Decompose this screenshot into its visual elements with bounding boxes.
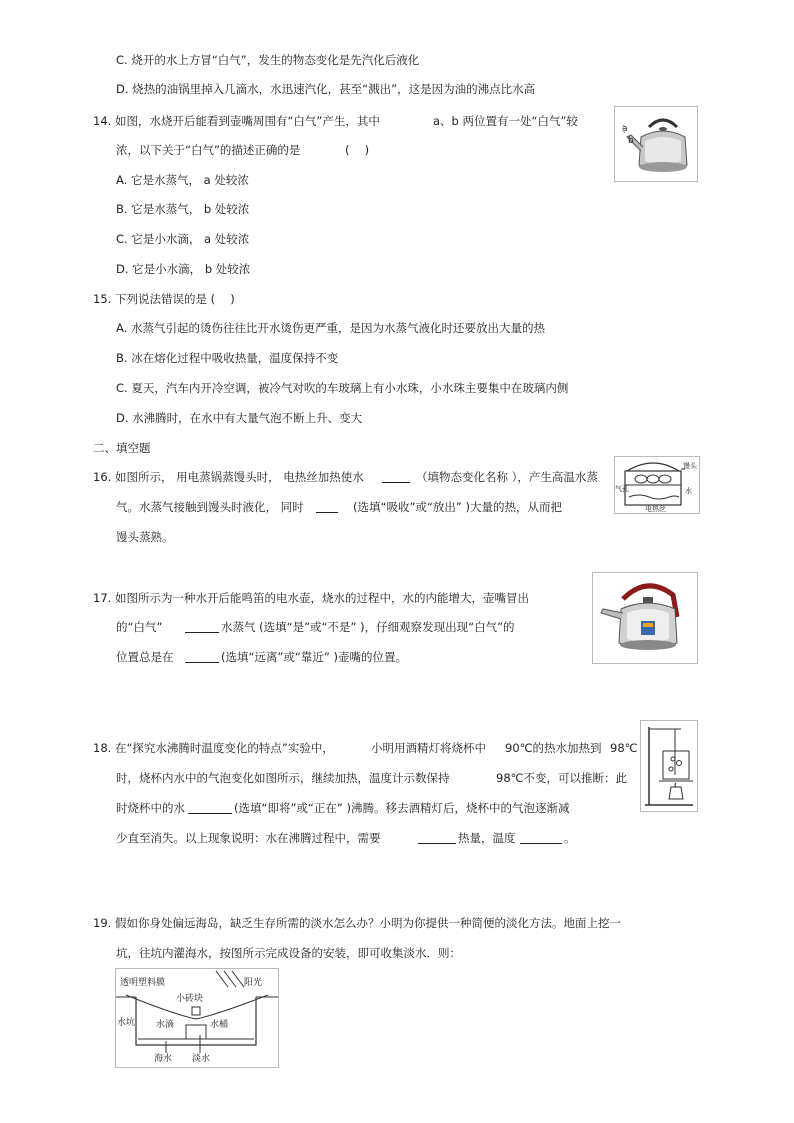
electric-kettle-figure-q17 bbox=[592, 572, 698, 664]
q15-option-d: D. 水沸腾时，在水中有大量气泡不断上升、变大 bbox=[116, 411, 363, 425]
q18-line1d: 98℃ bbox=[610, 741, 638, 755]
q18-blank-2[interactable] bbox=[418, 831, 456, 844]
q18-blank-3[interactable] bbox=[520, 831, 562, 844]
q16-figure-label-vent: 气孔 bbox=[615, 485, 629, 493]
q16-line1b: （填物态变化名称 ），产生高温水蒸 bbox=[416, 470, 598, 484]
q17-line3b: (选填“远离”或“靠近” )壶嘴的位置。 bbox=[221, 650, 407, 664]
steamer-figure-q16 bbox=[614, 456, 700, 514]
q16-figure-label-bun: 馒头 bbox=[683, 462, 697, 470]
q19-label-pit: 水坑 bbox=[117, 1018, 136, 1028]
q18-line2b: 98℃不变，可以推断：此 bbox=[496, 771, 628, 785]
boiling-apparatus-figure-q18 bbox=[640, 720, 698, 812]
q16-figure-label-water: 水 bbox=[685, 487, 692, 495]
q19-label-bucket: 水桶 bbox=[210, 1020, 229, 1030]
q14-option-a: A. 它是水蒸气， a 处较浓 bbox=[116, 173, 249, 187]
q18-line3b: (选填“即将”或“正在” )沸腾。移去酒精灯后，烧杯中的气泡逐渐减 bbox=[234, 801, 570, 815]
q19-label-sea: 海水 bbox=[154, 1054, 173, 1064]
q15-option-c: C. 夏天，汽车内开冷空调，被冷气对吹的车玻璃上有小水珠，小水珠主要集中在玻璃内侧 bbox=[116, 381, 569, 395]
q14-option-c: C. 它是小水滴， a 处较浓 bbox=[116, 232, 250, 246]
q14-stem-line2: 浓，以下关于“白气”的描述正确的是 bbox=[116, 143, 301, 157]
q18-blank-1[interactable] bbox=[188, 801, 232, 814]
q16-line3: 馒头蒸熟。 bbox=[116, 530, 174, 544]
q15-option-a: A. 水蒸气引起的烫伤往往比开水烫伤更严重，是因为水蒸气液化时还要放出大量的热 bbox=[116, 321, 545, 335]
q18-line1b: 小明用酒精灯将烧杯中 bbox=[371, 741, 486, 755]
q18-line4c: 。 bbox=[564, 831, 576, 845]
q16-line1a: 16. 如图所示， 用电蒸锅蒸馒头时， 电热丝加热使水 bbox=[93, 470, 364, 484]
q14-answer-paren: ( ) bbox=[345, 143, 370, 157]
q18-line4a: 少直至消失。以上现象说明：水在沸腾过程中，需要 bbox=[116, 831, 381, 845]
q15-option-b: B. 冰在熔化过程中吸收热量，温度保持不变 bbox=[116, 351, 339, 365]
q16-blank-2[interactable] bbox=[316, 500, 338, 513]
q19-label-drop: 水滴 bbox=[156, 1020, 175, 1030]
q19-line2: 坑，往坑内灌海水，按图所示完成设备的安装，即可收集淡水．则： bbox=[116, 946, 461, 960]
q17-line2a: 的“白气” bbox=[116, 620, 163, 634]
q14-stem-line1a: 14. 如图，水烧开后能看到壶嘴周围有“白气”产生，其中 bbox=[93, 114, 380, 128]
q19-label-sun: 阳光 bbox=[244, 978, 263, 988]
q14-option-d: D. 它是小水滴， b 处较浓 bbox=[116, 262, 251, 276]
q15-stem: 15. 下列说法错误的是 ( ) bbox=[93, 292, 235, 306]
q18-line4b: 热量，温度 bbox=[458, 831, 516, 845]
desalination-figure-q19 bbox=[115, 968, 279, 1068]
q18-line1c: 90℃的热水加热到 bbox=[505, 741, 602, 755]
q16-line2b: (选填“吸收”或“放出” )大量的热，从而把 bbox=[353, 500, 562, 514]
q16-figure-label-heater: 电热丝 bbox=[645, 505, 666, 513]
q14-stem-line1b: a、b 两位置有一处“白气”较 bbox=[433, 114, 578, 128]
q13-option-c: C. 烧开的水上方冒“白气”，发生的物态变化是先汽化后液化 bbox=[116, 53, 420, 67]
q19-label-brick: 小砖块 bbox=[176, 994, 204, 1004]
q17-line1: 17. 如图所示为一种水开后能鸣笛的电水壶，烧水的过程中，水的内能增大，壶嘴冒出 bbox=[93, 591, 529, 605]
q19-label-film: 透明塑料膜 bbox=[120, 978, 166, 988]
q18-line2a: 时，烧杯内水中的气泡变化如图所示，继续加热，温度计示数保持 bbox=[116, 771, 450, 785]
q14-option-b: B. 它是水蒸气， b 处较浓 bbox=[116, 202, 250, 216]
q19-line1: 19. 假如你身处偏远海岛，缺乏生存所需的淡水怎么办？小明为你提供一种简便的淡化方法。地面上挖一 bbox=[93, 916, 621, 930]
q14-figure-label-b: b bbox=[628, 136, 634, 146]
q16-blank-1[interactable] bbox=[382, 470, 410, 483]
q13-option-d: D. 烧热的油锅里掉入几滴水，水迅速汽化，甚至“溅出”，这是因为油的沸点比水高 bbox=[116, 82, 536, 96]
section-heading-fill-in: 二、填空题 bbox=[93, 441, 151, 455]
q18-line3a: 时烧杯中的水 bbox=[116, 801, 185, 815]
q19-label-fresh: 淡水 bbox=[192, 1054, 211, 1064]
q18-line1a: 18. 在“探究水沸腾时温度变化的特点”实验中， bbox=[93, 741, 334, 755]
q16-line2a: 气。水蒸气接触到馒头时液化， 同时 bbox=[116, 500, 304, 514]
q17-blank-2[interactable] bbox=[185, 650, 219, 663]
q14-figure-label-a: a bbox=[622, 124, 628, 134]
q17-line3a: 位置总是在 bbox=[116, 650, 174, 664]
kettle-figure-q14 bbox=[614, 106, 698, 182]
q17-line2b: 水蒸气 (选填“是”或“不是” )，仔细观察发现出现“白气”的 bbox=[221, 620, 515, 634]
q17-blank-1[interactable] bbox=[185, 620, 219, 633]
